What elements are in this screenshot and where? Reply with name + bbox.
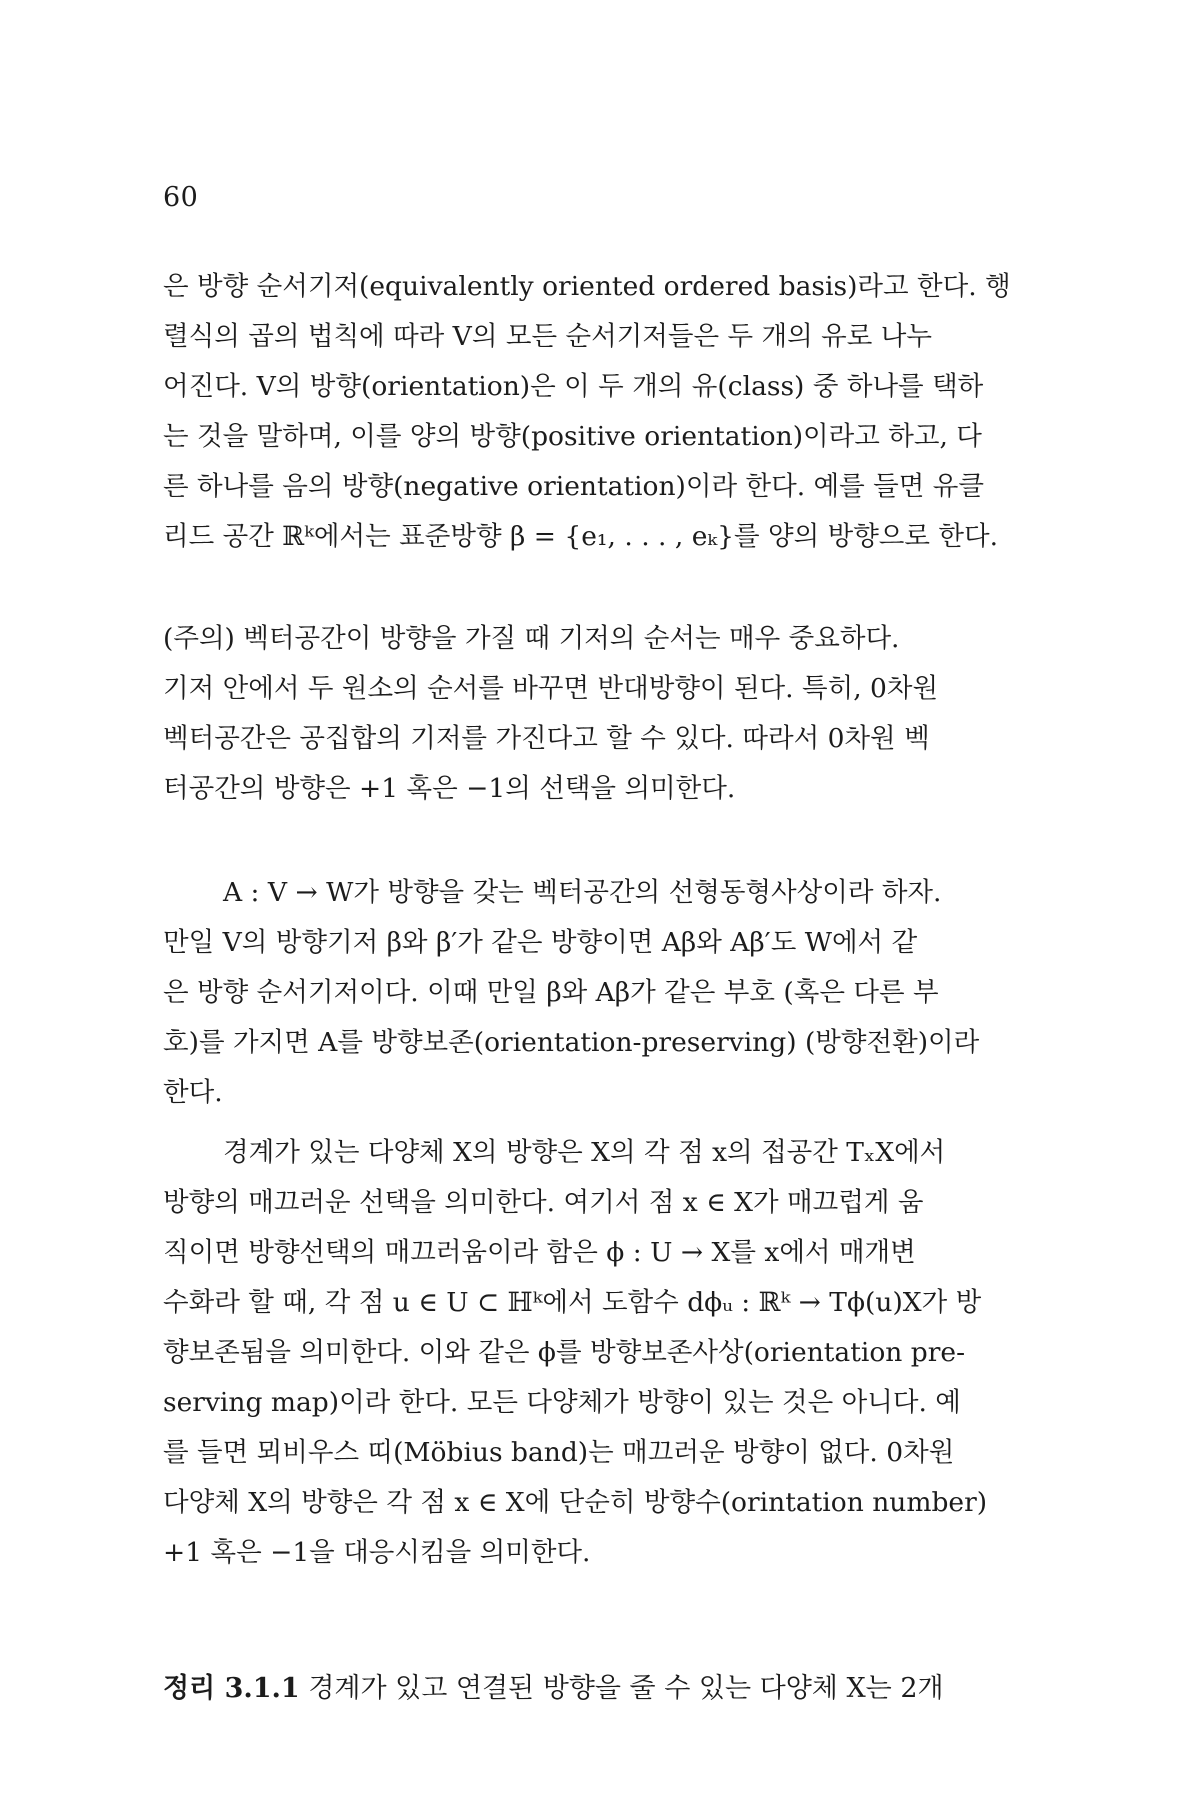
text-line: A : V → W가 방향을 갖는 벡터공간의 선형동형사상이라 하자. [223,877,942,908]
paragraph-gap [163,814,1063,868]
text-line: 수화라 할 때, 각 점 u ∈ U ⊂ ℍᵏ에서 도함수 dϕᵤ : ℝᵏ → Tϕ(u)X가 방 [163,1287,982,1318]
text-line: 직이면 방향선택의 매끄러움이라 함은 ϕ : U → X를 x에서 매개변 [163,1237,916,1268]
text-line: +1 혹은 −1을 대응시킴을 의미한다. [163,1537,591,1568]
paragraph-gap [163,1118,1063,1128]
page-number: 60 [163,182,199,213]
text-line: 렬식의 곱의 법칙에 따라 V의 모든 순서기저들은 두 개의 유로 나누 [163,321,932,352]
text-line: 는 것을 말하며, 이를 양의 방향(positive orientation)이라고 하고, 다 [163,421,982,452]
paragraph-manifold-orientation [163,1128,1063,1578]
paragraph-orientation-definition [163,262,1063,562]
text-line: 어진다. V의 방향(orientation)은 이 두 개의 유(class) 중 하나를 택하 [163,371,984,402]
text-line: 른 하나를 음의 방향(negative orientation)이라 한다. 예를 들면 유클 [163,471,985,502]
text-line: 은 방향 순서기저(equivalently oriented ordered basis)라고 한다. 행 [163,271,1011,302]
theorem-statement [163,1664,1063,1714]
text-line: 기저 안에서 두 원소의 순서를 바꾸면 반대방향이 된다. 특히, 0차원 [163,673,939,704]
text-line: 를 들면 뫼비우스 띠(Möbius band)는 매끄러운 방향이 없다. 0차원 [163,1437,955,1468]
theorem-text: 경계가 있고 연결된 방향을 줄 수 있는 다양체 X는 2개 [299,1673,944,1704]
text-line: 리드 공간 ℝᵏ에서는 표준방향 β = {e₁, . . . , eₖ}를 양의 방향으로 한다. [163,521,999,552]
text-line: 호)를 가지면 A를 방향보존(orientation-preserving) (방향전환)이라 [163,1027,980,1058]
paragraph-gap [163,562,1063,614]
body-text [163,262,1063,1714]
paragraph-remark [163,614,1063,814]
text-line: 향보존됨을 의미한다. 이와 같은 ϕ를 방향보존사상(orientation pre- [163,1337,966,1368]
text-line: 경계가 있는 다양체 X의 방향은 X의 각 점 x의 접공간 TₓX에서 [223,1137,946,1168]
theorem-label: 정리 3.1.1 [163,1673,300,1704]
text-line: 한다. [163,1077,223,1108]
text-line: 만일 V의 방향기저 β와 β′가 같은 방향이면 Aβ와 Aβ′도 W에서 같 [163,927,918,958]
paragraph-linear-isomorphism [163,868,1063,1118]
paragraph-gap [163,1578,1063,1664]
text-line: 방향의 매끄러운 선택을 의미한다. 여기서 점 x ∈ X가 매끄럽게 움 [163,1187,924,1218]
text-line: 터공간의 방향은 +1 혹은 −1의 선택을 의미한다. [163,773,736,804]
text-line: serving map)이라 한다. 모든 다양체가 방향이 있는 것은 아니다. 예 [163,1387,961,1418]
text-line: 은 방향 순서기저이다. 이때 만일 β와 Aβ가 같은 부호 (혹은 다른 부 [163,977,939,1008]
text-line: 벡터공간은 공집합의 기저를 가진다고 할 수 있다. 따라서 0차원 벡 [163,723,930,754]
text-line: (주의) 벡터공간이 방향을 가질 때 기저의 순서는 매우 중요하다. [163,623,900,654]
text-line: 다양체 X의 방향은 각 점 x ∈ X에 단순히 방향수(orintation number) [163,1487,988,1518]
